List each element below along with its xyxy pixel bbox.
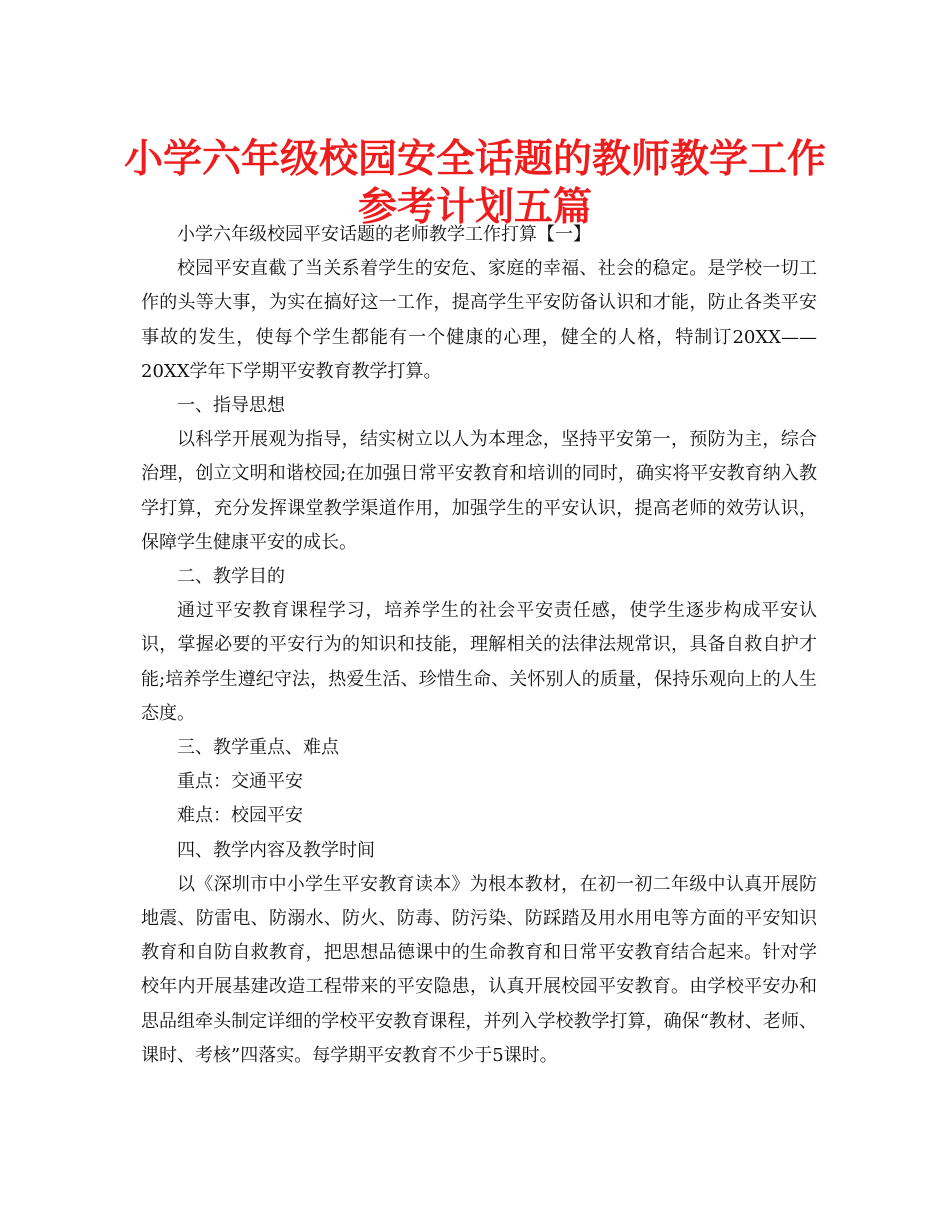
- heading-key-points: 三、教学重点、难点: [177, 737, 339, 759]
- heading-teaching-goals: 二、教学目的: [177, 566, 285, 588]
- document-title-line-1: 小学六年级校园安全话题的教师教学工作: [123, 137, 826, 182]
- paragraph-intro: 校园平安直截了当关系着学生的安危、家庭的幸福、社会的稳定。是学校一切工作的头等大事，为实在搞好这一工作，提高学生平安防备认识和才能，防止各类平安事故的发生，使每个学生都能有一个健康的心理，健全的人格，特制订20XX——20XX学年下学期平安教育教学打算。: [141, 258, 817, 382]
- paragraph-guiding-ideology: 以科学开展观为指导，结实树立以人为本理念，坚持平安第一，预防为主，综合治理，创立文明和谐校园;在加强日常平安教育和培训的同时，确实将平安教育纳入教学打算，充分发挥课堂教学渠道作用，加强学生的平安认识，提高老师的效劳认识，保障学生健康平安的成长。: [141, 429, 817, 553]
- item-difficult-point: 难点：校园平安: [177, 805, 303, 827]
- document-body: [141, 218, 817, 1073]
- document-title-line-2: 参考计划五篇: [357, 185, 592, 230]
- paragraph-teaching-goals: 通过平安教育课程学习，培养学生的社会平安责任感，使学生逐步构成平安认识，掌握必要的平安行为的知识和技能，理解相关的法律法规常识，具备自救自护才能;培养学生遵纪守法，热爱生活、珍惜生命、关怀别人的质量，保持乐观向上的人生态度。: [141, 600, 817, 724]
- heading-guiding-ideology: 一、指导思想: [177, 395, 285, 417]
- paragraph-content-and-time: 以《深圳市中小学生平安教育读本》为根本教材，在初一初二年级中认真开展防地震、防雷电、防溺水、防火、防毒、防污染、防踩踏及用水用电等方面的平安知识教育和自防自救教育，把思想品德课中的生命教育和日常平安教育结合起来。针对学校年内开展基建改造工程带来的平安隐患，认真开展校园平安教育。由学校平安办和思品组牵头制定详细的学校平安教育课程，并列入学校教学打算，确保“教材、老师、课时、考核”四落实。每学期平安教育不少于5课时。: [141, 873, 817, 1066]
- item-key-point: 重点：交通平安: [177, 771, 303, 793]
- heading-content-and-time: 四、教学内容及教学时间: [177, 839, 375, 861]
- section-heading-plan-one: 小学六年级校园平安话题的老师教学工作打算【一】: [177, 224, 591, 245]
